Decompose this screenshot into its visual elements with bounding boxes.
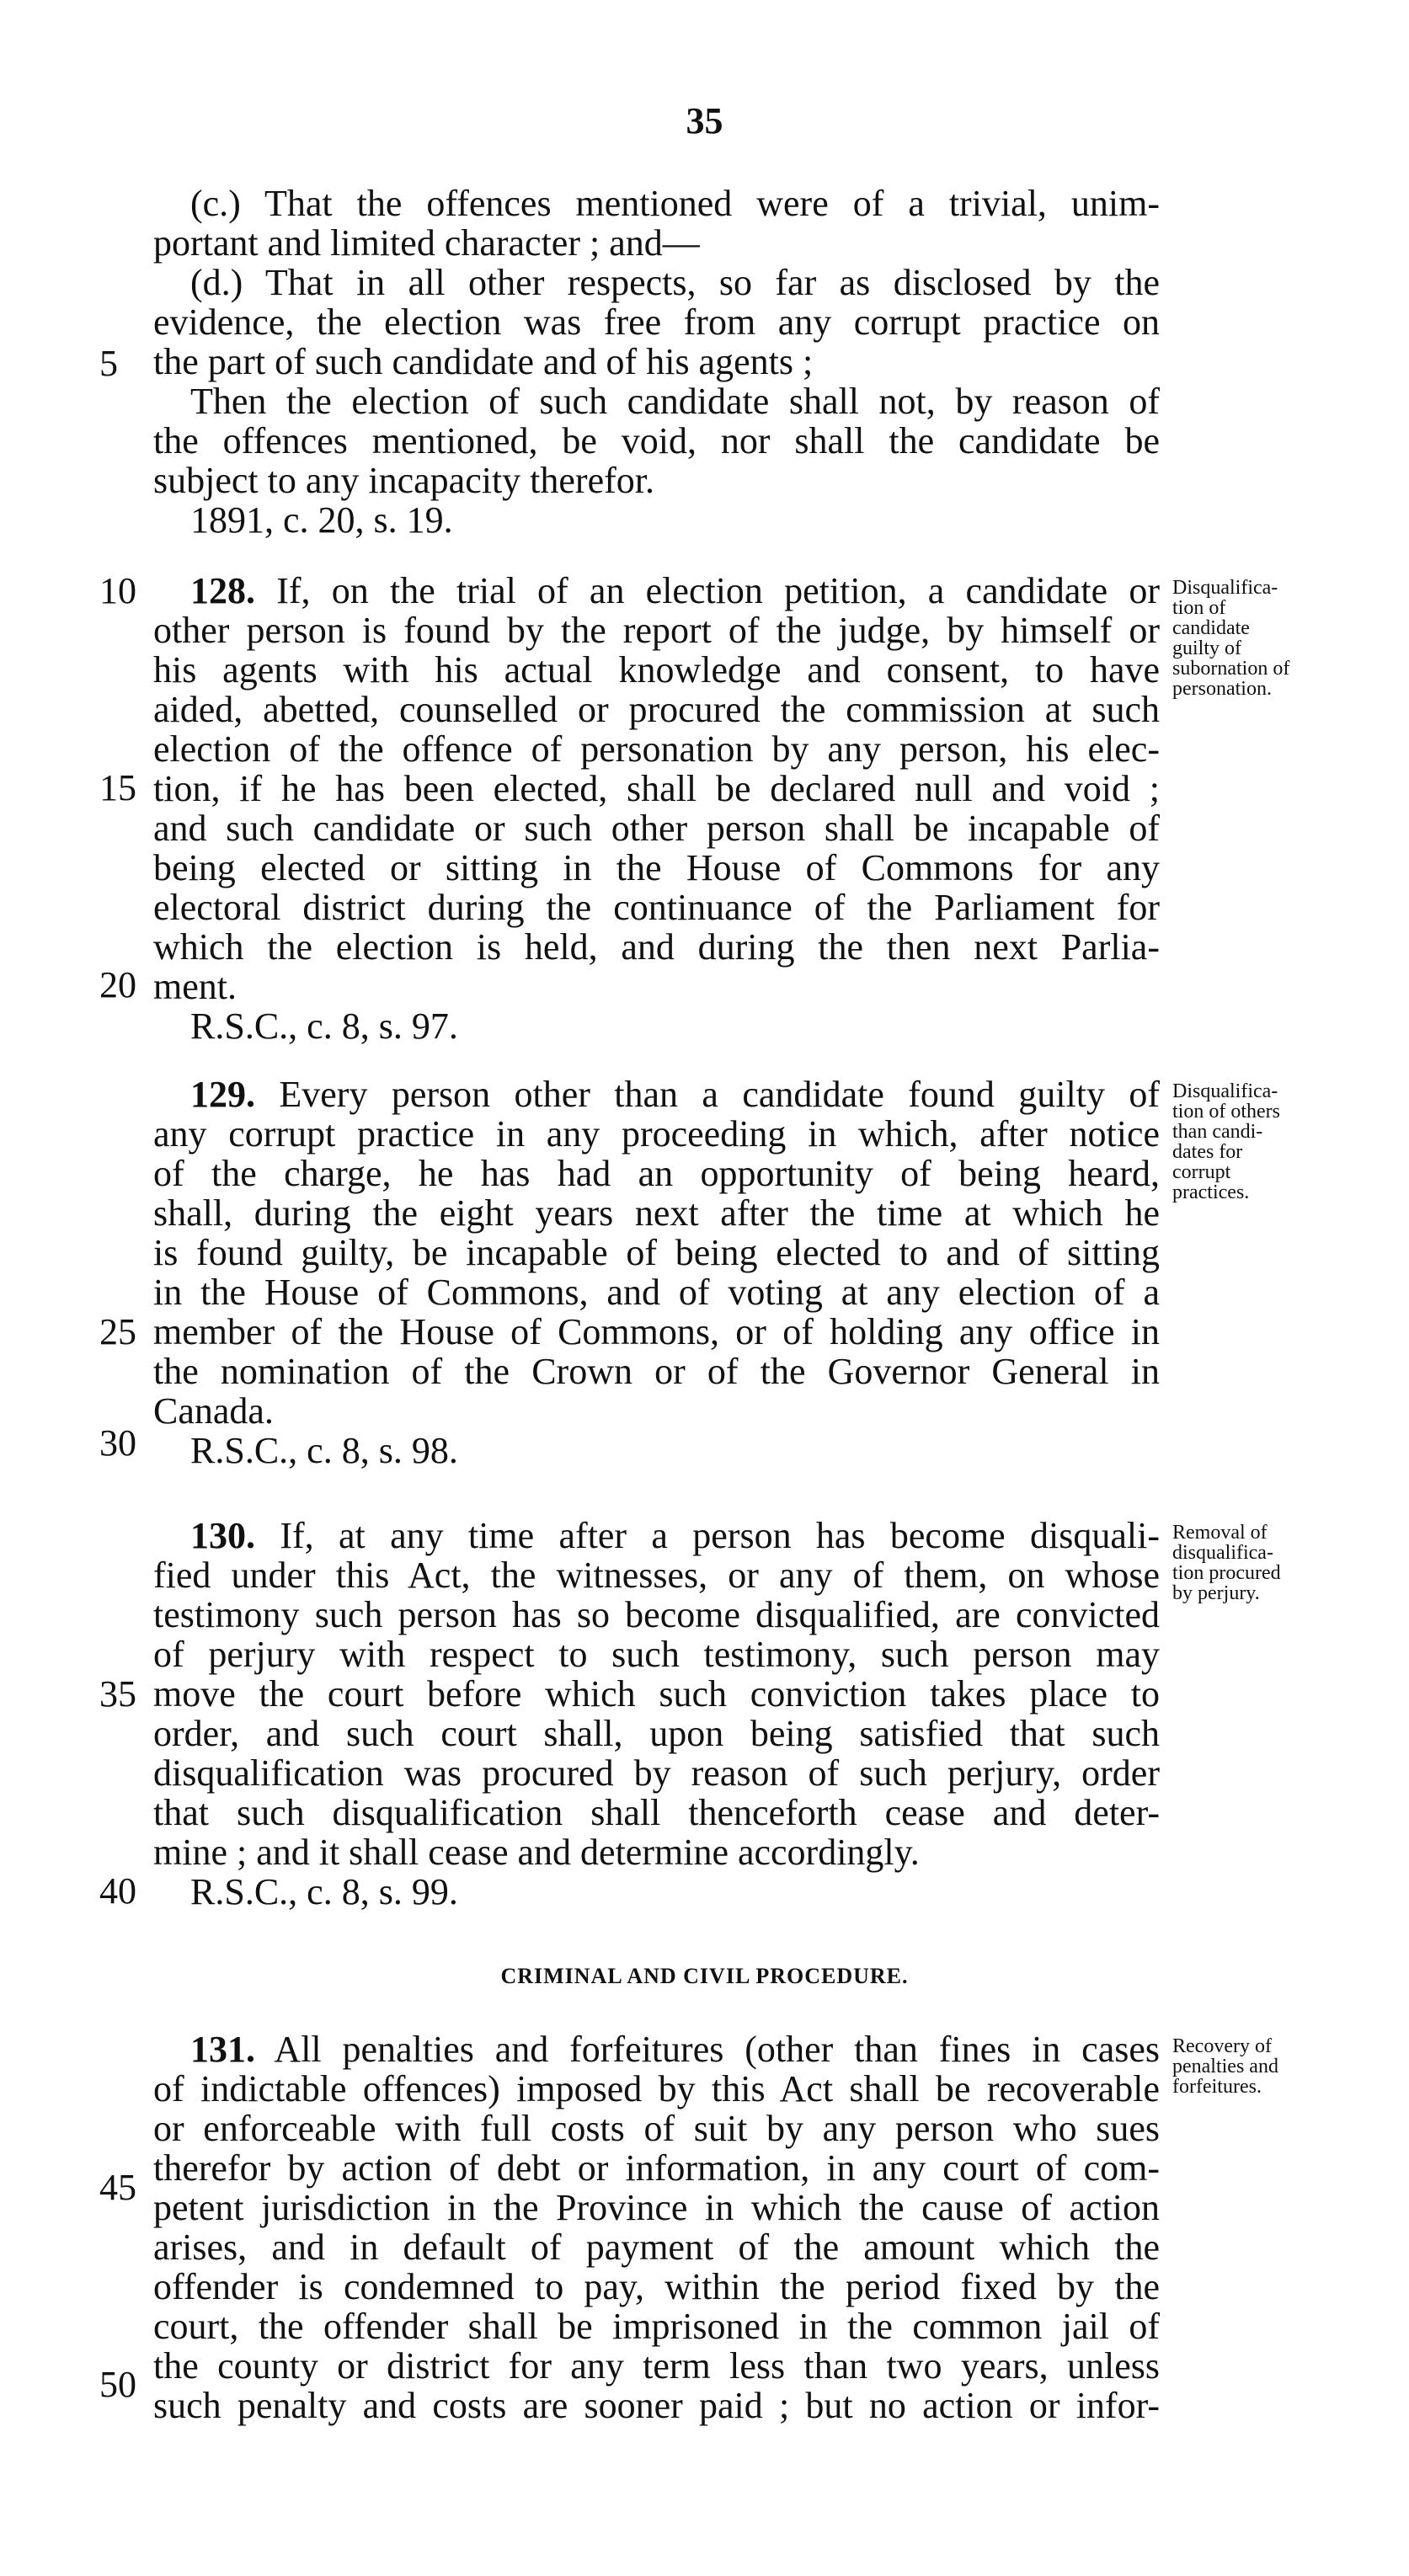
line-number: 45 [99, 2167, 136, 2208]
text-line: fied under this Act, the witnesses, or any of them, on whose [153, 1555, 1160, 1596]
section-number: 129. [190, 1074, 255, 1115]
line-number: 5 [99, 343, 118, 384]
text-line: that such disqualification shall thenceforth cease and deter- [153, 1792, 1160, 1833]
citation: R.S.C., c. 8, s. 97. [190, 1005, 458, 1047]
text-line: court, the offender shall be imprisoned in the common jail of [153, 2306, 1160, 2347]
text-line: of perjury with respect to such testimony, such person may [153, 1634, 1160, 1675]
text-line: shall, during the eight years next after the time at which he [153, 1192, 1160, 1234]
section-first-line [153, 1516, 1160, 1555]
text-line: of the charge, he has had an opportunity of being heard, [153, 1153, 1160, 1194]
text-line: or enforceable with full costs of suit by any person who sues [153, 2108, 1160, 2149]
margin-note-129 [1172, 1081, 1383, 1203]
text-line: disqualification was procured by reason of such perjury, order [153, 1752, 1160, 1794]
text-line: portant and limited character ; and— [153, 222, 700, 264]
text-line: testimony such person has so become disqualified, are convicted [153, 1594, 1160, 1635]
text-line: the part of such candidate and of his agents ; [153, 341, 814, 382]
section-number: 130. [190, 1515, 255, 1556]
line-number: 30 [99, 1422, 136, 1464]
section-number: 131. [190, 2029, 255, 2070]
text-line: move the court before which such conviction takes place to [153, 1673, 1160, 1715]
text-line: which the election is held, and during the then next Parlia- [153, 926, 1160, 968]
line-number: 15 [99, 767, 136, 808]
citation: 1891, c. 20, s. 19. [190, 499, 453, 541]
text-line: (d.) That in all other respects, so far as disclosed by the [190, 262, 1160, 303]
text-line: election of the offence of personation by any person, his elec- [153, 728, 1160, 770]
margin-note-line: candidate [1172, 617, 1250, 639]
margin-note-line: forfeitures. [1172, 2076, 1262, 2098]
text-line: order, and such court shall, upon being satisfied that such [153, 1713, 1160, 1754]
margin-note-line: Disqualifica- [1172, 577, 1278, 599]
line-number: 35 [99, 1673, 136, 1715]
margin-note-line: tion of others [1172, 1101, 1280, 1123]
section-130 [153, 1516, 1160, 1912]
text-line: mine ; and it shall cease and determine accordingly. [153, 1832, 920, 1873]
section-131 [153, 2029, 1160, 2425]
text-line: If, on the trial of an election petition, a candidate or [276, 570, 1160, 611]
section-first-line [153, 2029, 1160, 2069]
margin-note-line: corrupt [1172, 1161, 1231, 1183]
text-line: and such candidate or such other person shall be incapable of [153, 808, 1160, 849]
line-number: 40 [99, 1870, 136, 1912]
section-first-line [153, 571, 1160, 611]
text-line: electoral district during the continuance of the Parliament for [153, 887, 1160, 928]
section-128 [153, 571, 1160, 1046]
margin-note-line: by perjury. [1172, 1582, 1260, 1604]
margin-note-130 [1172, 1523, 1383, 1603]
intro-paragraph [153, 184, 1160, 540]
margin-note-line: Disqualifica- [1172, 1080, 1278, 1102]
text-line: of indictable offences) imposed by this Act shall be recoverable [153, 2068, 1160, 2109]
text-line: Every person other than a candidate found guilty of [279, 1074, 1161, 1115]
text-line: (c.) That the offences mentioned were of a trivial, unim- [190, 183, 1160, 224]
text-line: arises, and in default of payment of the amount which the [153, 2227, 1160, 2268]
section-129 [153, 1075, 1160, 1470]
text-line: subject to any incapacity therefor. [153, 460, 654, 501]
text-line: evidence, the election was free from any corrupt practice on [153, 301, 1160, 343]
citation: R.S.C., c. 8, s. 99. [190, 1871, 458, 1912]
text-line: petent jurisdiction in the Province in which the cause of action [153, 2187, 1160, 2228]
text-line: in the House of Commons, and of voting at any election of a [153, 1272, 1160, 1313]
margin-note-131 [1172, 2036, 1383, 2097]
text-line: tion, if he has been elected, shall be declared null and void ; [153, 768, 1160, 809]
line-number: 10 [99, 570, 136, 611]
text-line: any corrupt practice in any proceeding in which, after notice [153, 1113, 1160, 1155]
text-line: the nomination of the Crown or of the Governor General in [153, 1351, 1160, 1392]
text-line: offender is condemned to pay, within the period fixed by the [153, 2266, 1160, 2307]
margin-note-line: Recovery of [1172, 2035, 1272, 2057]
margin-note-line: practices. [1172, 1181, 1250, 1203]
line-number: 20 [99, 964, 136, 1005]
text-line: Canada. [153, 1390, 274, 1432]
text-line: therefor by action of debt or information, in any court of com- [153, 2147, 1160, 2189]
margin-note-line: personation. [1172, 678, 1272, 700]
margin-note-line: guilty of [1172, 637, 1241, 659]
margin-note-128 [1172, 578, 1383, 699]
section-first-line [153, 1075, 1160, 1114]
text-line: ment. [153, 966, 237, 1007]
text-line: Then the election of such candidate shall not, by reason of [190, 381, 1160, 422]
margin-note-line: penalties and [1172, 2056, 1278, 2077]
margin-note-line: tion of [1172, 597, 1226, 619]
margin-note-line: than candi- [1172, 1121, 1263, 1143]
page-number: 35 [686, 100, 723, 141]
margin-note-line: dates for [1172, 1141, 1243, 1163]
citation: R.S.C., c. 8, s. 98. [190, 1430, 458, 1471]
margin-note-line: Removal of [1172, 1522, 1268, 1544]
line-number: 25 [99, 1311, 136, 1352]
text-line: the offences mentioned, be void, nor shall the candidate be [153, 420, 1160, 461]
text-line: is found guilty, be incapable of being elected to and of sitting [153, 1232, 1160, 1273]
text-line: the county or district for any term less than two years, unless [153, 2345, 1160, 2387]
text-line: being elected or sitting in the House of Commons for any [153, 847, 1160, 888]
section-heading: CRIMINAL AND CIVIL PROCEDURE. [500, 1964, 909, 1988]
section-number: 128. [190, 570, 255, 611]
text-line: his agents with his actual knowledge and consent, to have [153, 649, 1160, 691]
text-line: other person is found by the report of the judge, by himself or [153, 610, 1160, 651]
text-line: If, at any time after a person has become disquali- [280, 1515, 1161, 1556]
text-line: such penalty and costs are sooner paid ; but no action or infor- [153, 2385, 1160, 2426]
line-number: 50 [99, 2364, 136, 2405]
text-line: aided, abetted, counselled or procured the commission at such [153, 689, 1160, 730]
text-line: All penalties and forfeitures (other than fines in cases [274, 2029, 1160, 2070]
margin-note-line: subornation of [1172, 658, 1290, 680]
margin-note-line: disqualifica- [1172, 1542, 1273, 1564]
margin-note-line: tion procured [1172, 1562, 1281, 1584]
text-line: member of the House of Commons, or of holding any office in [153, 1311, 1160, 1352]
